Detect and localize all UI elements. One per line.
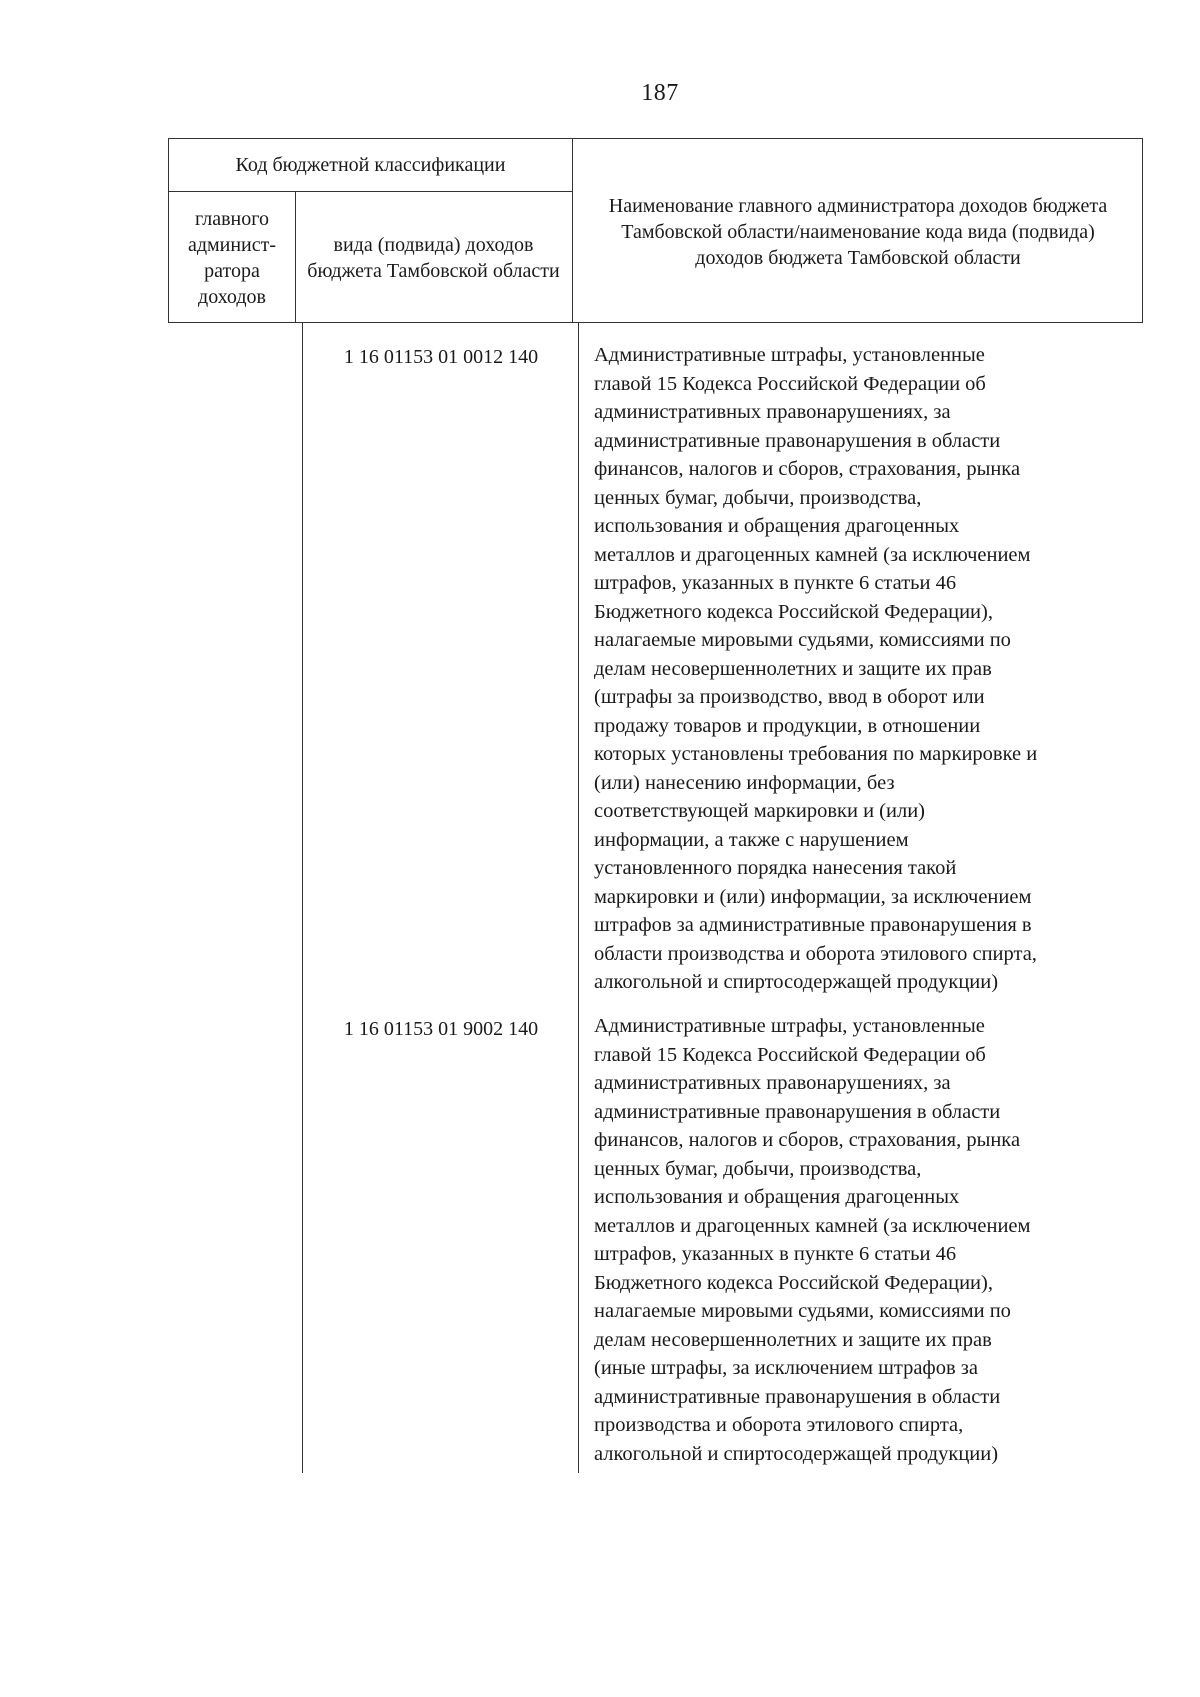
- header-col-kind: вида (подвида) доходов бюджета Тамбовской области: [307, 233, 560, 282]
- header-col-name: Наименование главного администратора доходов бюджета Тамбовской области/наименование кода вида (подвида) доходов бюджета Тамбовской области: [608, 194, 1108, 269]
- row-1-code: 1 16 01153 01 0012 140: [343, 346, 539, 368]
- header-col-admin: главного админист-ратора доходов: [187, 207, 277, 308]
- row-2-code: 1 16 01153 01 9002 140: [343, 1018, 539, 1040]
- row-1-description: Административные штрафы, установленные главой 15 Кодекса Российской Федерации об административных правонарушениях, за административные правонарушения в области финансов, налогов и сборов, страхования, рынка ценных бумаг, добычи, производства, использования и обращения драгоценных металлов и драгоценных камней (за исключением штрафов, указанных в пункте 6 статьи 46 Бюджетного кодекса Российской Федерации), налагаемые мировыми судьями, комиссиями по делам несовершеннолетних и защите их прав (штрафы за производство, ввод в оборот или продажу товаров и продукции, в отношении которых установлены требования по маркировке и (или) нанесению информации, без соответствующей маркировки и (или) информации, а также с нарушением установленного порядка нанесения такой маркировки и (или) информации, за исключением штрафов за административные правонарушения в области производства и оборота этилового спирта, алкогольной и спиртосодержащей продукции): [594, 344, 1038, 993]
- body-divider-left: [302, 323, 303, 1473]
- header-group-title: Код бюджетной классификации: [235, 154, 506, 176]
- row-2-description: Административные штрафы, установленные главой 15 Кодекса Российской Федерации об административных правонарушениях, за административные правонарушения в области финансов, налогов и сборов, страхования, рынка ценных бумаг, добычи, производства, использования и обращения драгоценных металлов и драгоценных камней (за исключением штрафов, указанных в пункте 6 статьи 46 Бюджетного кодекса Российской Федерации), налагаемые мировыми судьями, комиссиями по делам несовершеннолетних и защите их прав (иные штрафы, за исключением штрафов за административные правонарушения в области производства и оборота этилового спирта, алкогольной и спиртосодержащей продукции): [594, 1015, 1031, 1465]
- body-divider-right: [578, 323, 579, 1473]
- page-number: 187: [641, 80, 679, 106]
- table-header: [168, 138, 1143, 323]
